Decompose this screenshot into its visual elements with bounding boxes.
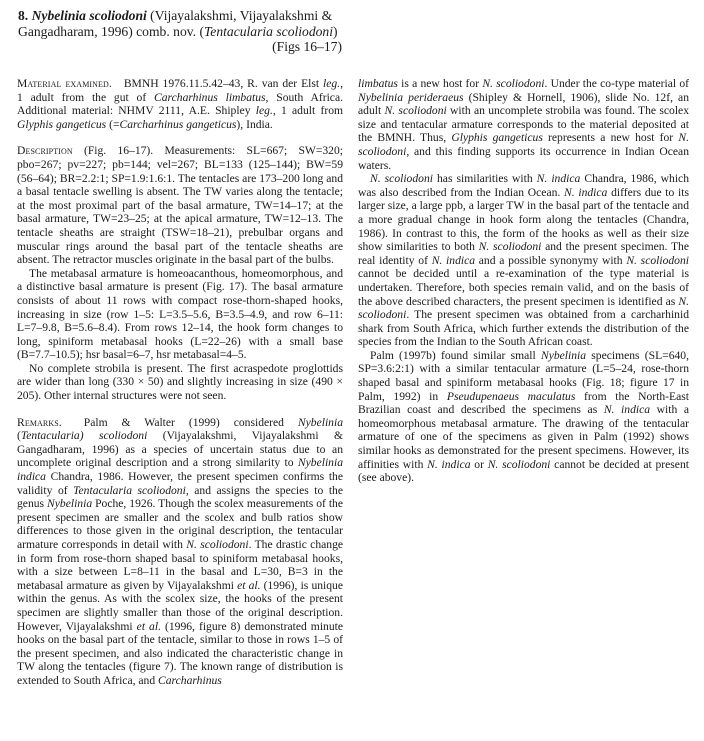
italic-text: N. scoliodoni [370, 172, 433, 186]
text: (1996), is unique within the genus. As with the scolex size, the hooks of the present specimen are slightly smaller than those of the original description. However, Vijayalakshmi [17, 578, 343, 633]
right-column [358, 77, 689, 485]
text: Palm & Walter (1999) considered [83, 415, 298, 429]
species-heading [18, 8, 342, 55]
remarks-paragraph-2 [358, 172, 689, 349]
italic-text: Pseudupenaeus maculatus [446, 389, 576, 403]
material-examined-label: Material examined. [17, 77, 112, 90]
species-number: 8. [18, 8, 29, 23]
text: with a homeomorphous metabasal armature. The drawing of the tentacular armature of one of the specimens as given in Palm (1992) shows similar hooks as demonstrated for the present specimens. However, its affinities with [358, 403, 689, 471]
text: specimens (SL=640, SP=3.6:2:1) with a similar tentacular armature (L=5–24, rose-thorn shaped basal and spiniform metabasal hooks (Fig. 18; figure 17 in Palm, 1992) in [358, 348, 689, 403]
text: Chandra, 1986, which was also described from the Indian Ocean. [358, 172, 689, 199]
description-paragraph-2: The metabasal armature is homeoacanthous, homeomorphous, and a distinctive basal armature is present (Fig. 17). The basal armature consists of about 11 rows with compact rose-thorn-shaped hooks, increasing in size (row 1–5: L=3.5–5.6, B=3.5–4.9, and row 6–11: L=7–9.8, B=5.6–8.4). From rows 12–14, the hook form changes to long, spiniform metabasal hooks (L=22–26) with a small base (B=7.7–10.5); hsr basal=6–7, hsr metabasal=4–5. [17, 266, 343, 362]
italic-text: Carcharhinus [158, 673, 222, 687]
italic-text: N. scoliodoni [384, 104, 447, 118]
species-name: Nybelinia scoliodoni [31, 8, 147, 23]
italic-text: Tentacularia scoliodoni [73, 483, 186, 497]
text: BMNH 1976.11.5.42–43, R. van der Elst [123, 77, 324, 90]
text: , and this finding supports its occurrence in Indian Ocean waters. [358, 144, 689, 172]
host-name: Carcharhinus limbatus [154, 90, 266, 104]
text: (Vijayalakshmi, Vijayalakshmi & Gangadharam, 1996) as a species of uncertain status due to an uncomplete original description and a strong similarity to [17, 429, 343, 470]
italic-text: N. scoliodoni [487, 457, 551, 471]
italic-text: Nybelinia perideraeus [358, 90, 464, 104]
remarks-paragraph-1-continued [358, 77, 689, 172]
text: represents a new host for [542, 131, 679, 145]
description-paragraph-1 [17, 144, 343, 266]
description-label: Description [17, 144, 73, 158]
text: (Fig. 16–17). Measurements: SL=667; SW=320; pbo=267; pv=227; pb=144; vel=267; BL=133 (125–144); BW=59 (56–64); BR=2.2:1; SP=1.9:1.6:1. The tentacles are 173–200 long and a basal tentacle swelling is absent. The TW varies along the tentacle; at the most proximal part of the basal armature, TW=14–17; at the basal armature, TW=23–25; at the apical armature, TW=12–13. The tentacle sheaths are straight (TSW=18–21), prebulbar organs and muscular rings around the basal part of the tentacle sheaths are absent. The retractor muscles originate in the basal part of the bulbs. [17, 144, 343, 267]
text: from the North-East Brazilian coast and described the specimens as [358, 389, 690, 417]
italic-text: et al. [136, 619, 161, 633]
species-authority: (Vijayalakshmi, Vijayalakshmi & Gangadharam, 1996) comb. nov. ( [18, 8, 333, 39]
remarks-label: Remarks. [17, 415, 62, 429]
text: , South Africa. Additional material: NHMV 2111, A.E. Shipley [17, 90, 343, 118]
text: (= [106, 117, 120, 131]
text: (1996, figure 8) demonstrated minute hooks on the basal part of the tentacle, similar to those in rows 1–5 of the present specimen, and also indicated the characteristic change in TW along the tentacles (figure 7). The known range of distribution is extended to South Africa, and [17, 619, 344, 687]
italic-text: Nybelinia [540, 348, 587, 362]
italic-text: N. scoliodoni [358, 131, 689, 158]
italic-text: Tentacularia) scoliodoni [20, 429, 148, 443]
italic-text: N. indica [431, 253, 476, 267]
italic-text: N. indica [564, 185, 608, 199]
text: and a possible synonymy with [475, 253, 627, 267]
text: and the present specimen. The real identity of [358, 240, 690, 267]
italic-text: leg. [323, 77, 341, 90]
host-name: Glyphis gangeticus [17, 117, 107, 131]
italic-text: N. indica [603, 403, 651, 417]
species-synonym: Tentacularia scoliodoni [203, 23, 334, 39]
host-name: Carcharhinus gangeticus [119, 117, 237, 131]
italic-text: Nybelinia [47, 497, 93, 511]
italic-text: limbatus [358, 77, 398, 90]
figure-reference: (Figs 16–17) [272, 39, 342, 54]
text: or [470, 457, 488, 471]
material-examined-paragraph [17, 77, 343, 131]
text: (Shipley & Hornell, 1906), slide No. 12f, an adult [358, 90, 690, 118]
text: , and assigns the species to the genus [17, 483, 343, 511]
italic-text: leg. [255, 104, 273, 118]
text: ), India. [236, 117, 273, 131]
italic-text: N. scoliodoni [478, 240, 542, 254]
italic-text: Nybelinia [297, 415, 344, 429]
text: differs due to its larger size, a large ppb, a larger TW in the basal part of the tentacle and a more gradual change in hook form along the tentacles (Chandra, 1986). In contrast to this, the form of the hooks as well as their size show similarities to both [358, 185, 690, 254]
heading-close-paren: ) [333, 23, 338, 39]
italic-text: et al. [237, 578, 261, 592]
text: has similarities with [432, 172, 537, 186]
text: . Under the co-type material of [544, 77, 689, 90]
italic-text: N. scoliodoni [358, 294, 689, 322]
remarks-paragraph-3 [358, 349, 689, 485]
text: ( [17, 429, 21, 443]
text: Palm (1997b) found similar small [370, 348, 541, 362]
text: . The present specimen was obtained from a carcharhinid shark from South Africa, which further extends the distribution of the species from the Indian to the South African coast. [358, 308, 689, 349]
italic-text: Glyphis gangeticus [451, 131, 543, 145]
text: . The drastic change in form from rose-thorn shaped basal to spiniform metabasal hooks, with a size between L=8–11 in the basal and L=30, B=3 in the metabasal armature as given by Vijayalakshmi [17, 538, 344, 592]
italic-text: N. scoliodoni [482, 77, 545, 90]
description-paragraph-3: No complete strobila is present. The first acraspedote proglottids are wider than long (330 × 50) and slightly increasing in size (490 × 205). Other internal structures were not seen. [17, 361, 343, 403]
italic-text: N. scoliodoni [186, 538, 249, 551]
text: cannot be decided until a re-examination of the type material is undertaken. Therefore, both species remain valid, and on the basis of the above described characters, the present specimen is identified as [358, 267, 689, 308]
text: , 1 adult from [272, 104, 344, 118]
italic-text: N. indica [536, 172, 581, 186]
left-column [17, 77, 343, 688]
text: cannot be decided at present (see above). [358, 457, 689, 485]
italic-text: N. indica [427, 457, 471, 471]
text: with an uncomplete strobila was found. The scolex size and tentacular armature corresponds to the material deposited at the BMNH. Thus, [358, 104, 690, 145]
italic-text: Nybelinia indica [17, 456, 343, 484]
text: Chandra, 1986. However, the present specimen confirms the validity of [17, 470, 343, 497]
text: , 1 adult from the gut of [17, 77, 343, 104]
italic-text: N. scoliodoni [626, 253, 689, 267]
text: Poche, 1926. Though the scolex measurements of the present specimen are smaller and the scolex and bulb ratios show differences to those given in the original description, the tentacular armature corresponds in detail with [17, 497, 343, 551]
remarks-paragraph-1 [17, 416, 343, 688]
text: is a new host for [397, 77, 483, 90]
